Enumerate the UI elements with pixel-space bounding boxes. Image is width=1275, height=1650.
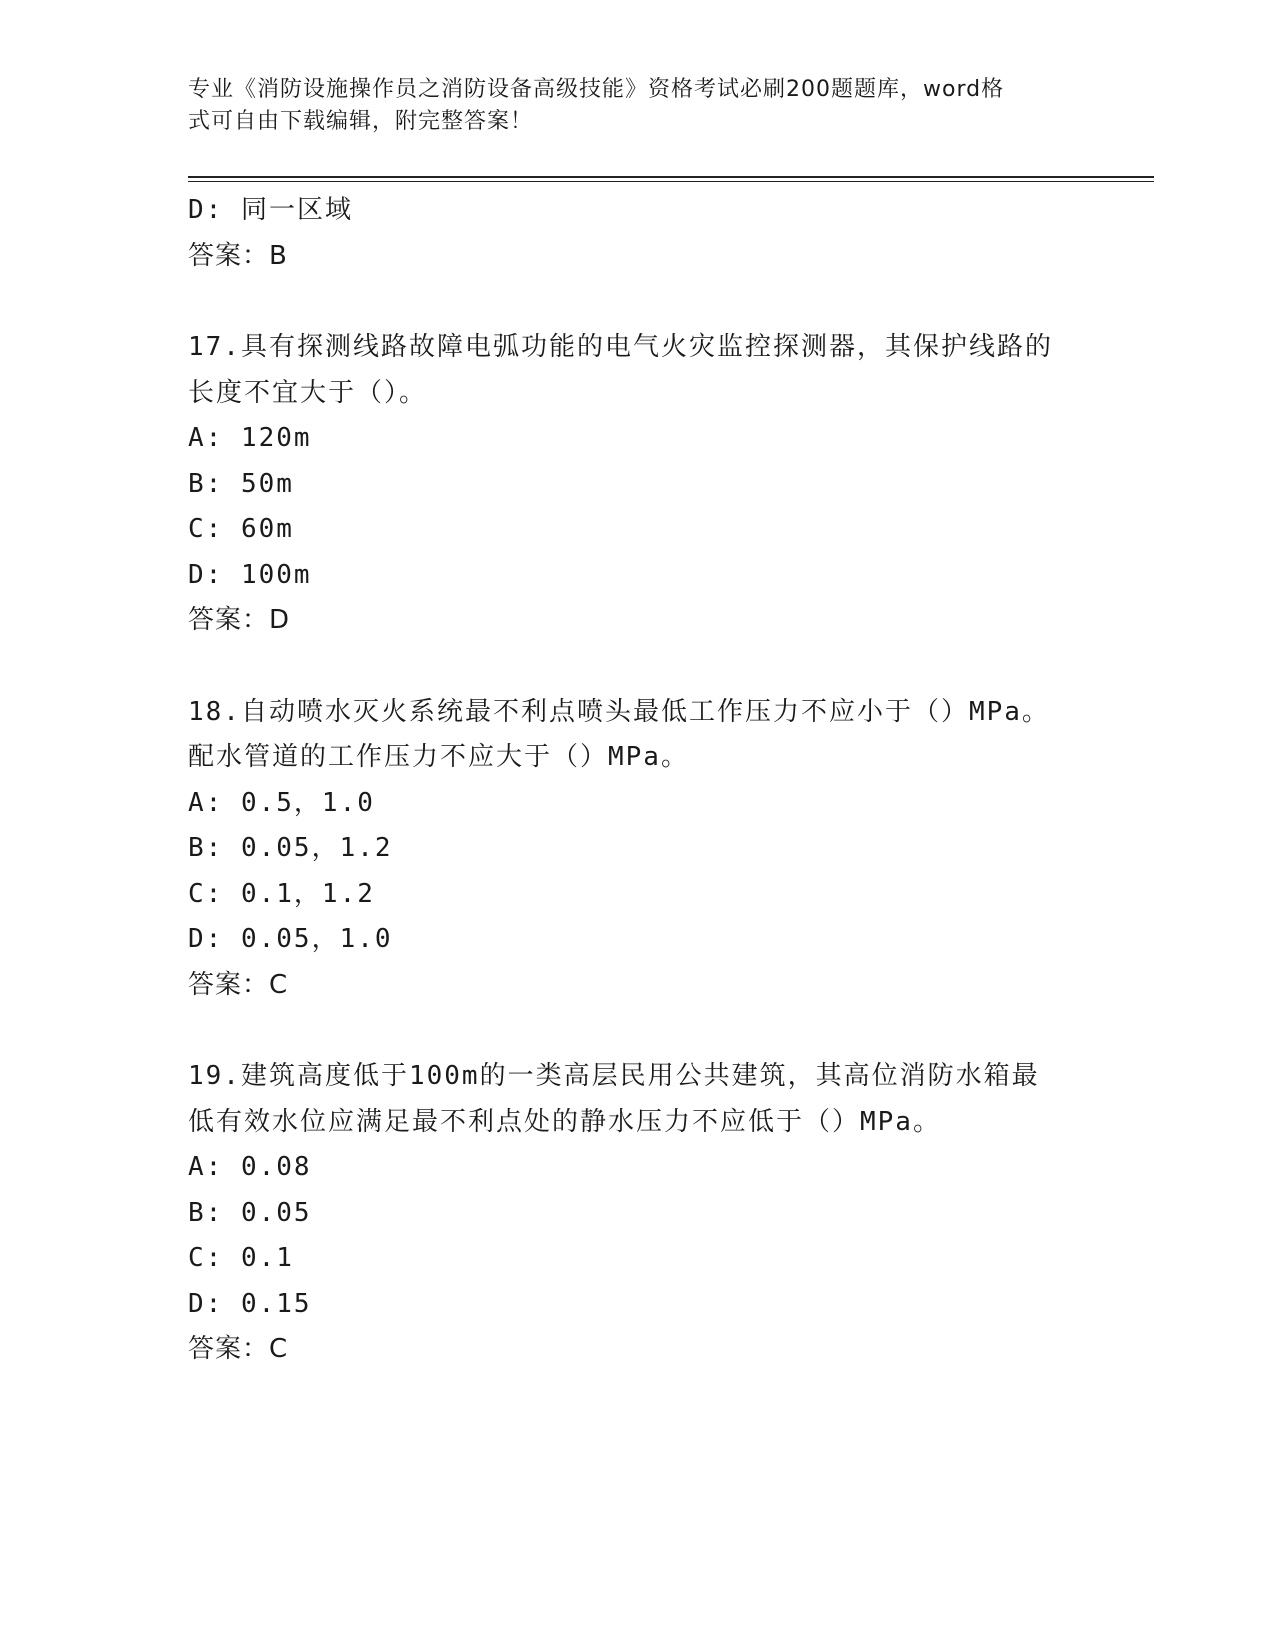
option-a: A: 0.5，1.0 [188,787,375,818]
option-b: B: 0.05，1.2 [188,833,393,863]
spacer [188,279,1088,325]
question-17 [188,325,1088,644]
question-stem-line-2: 配水管道的工作压力不应大于（）MPa。 [188,742,689,772]
option-d: D: 同一区域 [188,195,353,225]
answer-line: 答案：B [188,240,288,271]
previous-question-tail [188,188,1088,279]
option-c: C: 0.1 [188,1243,294,1273]
document-header [188,74,1088,138]
header-line-2: 式可自由下载编辑，附完整答案！ [188,109,534,134]
spacer [188,1008,1088,1054]
option-b: B: 0.05 [188,1197,312,1228]
option-d: D: 0.05，1.0 [188,924,393,954]
option-a: A: 120m [188,423,312,453]
spacer [188,644,1088,690]
option-d: D: 0.15 [188,1288,312,1319]
option-b: B: 50m [188,468,294,499]
question-stem-line-2: 长度不宜大于（）。 [188,377,428,408]
option-d: D: 100m [188,559,312,590]
header-rule-thick [188,176,1154,178]
question-stem-line-1: 18.自动喷水灭火系统最不利点喷头最低工作压力不应小于（）MPa。 [188,696,1050,727]
question-stem-line-2: 低有效水位应满足最不利点处的静水压力不应低于（）MPa。 [188,1106,941,1137]
question-18 [188,690,1088,1009]
option-a: A: 0.08 [188,1152,312,1182]
header-line-1: 专业《消防设施操作员之消防设备高级技能》资格考试必刷200题题库，word格 [188,77,1005,102]
question-19 [188,1054,1088,1373]
header-rule-thin [188,181,1154,182]
answer-line: 答案：D [188,605,291,635]
answer-line: 答案：C [188,969,289,1000]
question-stem-line-1: 19.建筑高度低于100m的一类高层民用公共建筑，其高位消防水箱最 [188,1061,1040,1091]
option-c: C: 0.1，1.2 [188,878,375,909]
question-stem-line-1: 17.具有探测线路故障电弧功能的电气火灾监控探测器，其保护线路的 [188,332,1053,362]
answer-line: 答案：C [188,1334,289,1364]
document-body [188,188,1088,1373]
option-c: C: 60m [188,514,294,544]
